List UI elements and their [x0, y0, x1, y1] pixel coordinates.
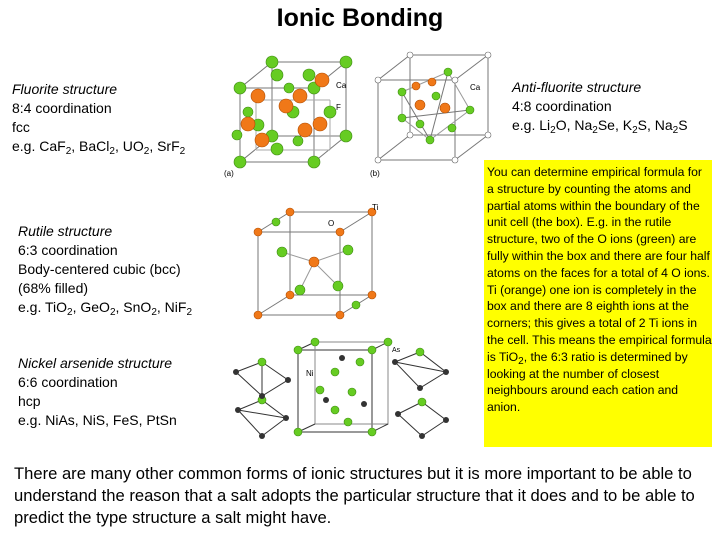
fluorite-lattice: fcc — [12, 119, 30, 135]
rutile-examples: e.g. TiO$_2$, GeO$_2$, SnO$_2$, NiF$_2$ — [18, 299, 192, 318]
antifluorite-name: Anti-fluorite structure — [512, 79, 642, 95]
rutile-unit-cell-diagram — [254, 203, 379, 319]
label-a: (a) — [224, 169, 234, 178]
antifluorite-unit-cell-diagram — [370, 52, 491, 178]
fluorite-coordination: 8:4 coordination — [12, 100, 112, 116]
nickel-arsenide-unit-cell-diagram — [233, 338, 449, 439]
rutile-coordination: 6:3 coordination — [18, 242, 118, 258]
nickel-arsenide-name: Nickel arsenide structure — [18, 355, 173, 371]
nickel-arsenide-examples: e.g. NiAs, NiS, FeS, PtSn — [18, 412, 177, 428]
label-ca-fluorite: Ca — [336, 81, 347, 90]
rutile-lattice: Body-centered cubic (bcc) — [18, 261, 181, 277]
page-title: Ionic Bonding — [276, 4, 444, 32]
label-ti: Ti — [372, 203, 379, 212]
nickel-arsenide-coordination: 6:6 coordination — [18, 374, 118, 390]
fluorite-unit-cell-diagram — [224, 56, 352, 178]
label-ca-antifluorite: Ca — [470, 83, 481, 92]
rutile-filled: (68% filled) — [18, 280, 89, 296]
fluorite-name: Fluorite structure — [12, 81, 118, 97]
antifluorite-coordination: 4:8 coordination — [512, 98, 612, 114]
summary-paragraph: There are many other common forms of ionic structures but it is more important to be able to understand the reason that a salt adopts the particular structure that it does and to be able to predict the type structure a salt might have. — [14, 464, 695, 527]
label-o: O — [328, 219, 335, 228]
label-as: As — [392, 347, 401, 354]
antifluorite-examples: e.g. $Li_2O$, $Na_2Se$, $K_2S$, $Na_2S$ — [512, 117, 688, 136]
rutile-name: Rutile structure — [18, 223, 113, 239]
label-f-fluorite: F — [336, 103, 341, 112]
label-ni: Ni — [306, 369, 314, 378]
label-b: (b) — [370, 169, 380, 178]
fluorite-examples: e.g. CaF$_2$, BaCl$_2$, $UO_2$, SrF$_2$ — [12, 138, 186, 157]
empirical-formula-note: You can determine empirical formula for a structure by counting the atoms and partial atoms within the boundary of the unit cell (the box). E.g. in the rutile structure, two of the O ions (green) are fully within the box and there are four half atoms on the faces for a total of 4 O ions. Ti (orange) one ion is completely in the box and there are 8 eighth ions at the corners; this gives a total of 2 Ti ions in the cell. This means the empirical formula is TiO$_2$, the 6:3 ratio is determined by looking at the number of closest neighbours around each cation and anion. — [484, 160, 712, 447]
nickel-arsenide-lattice: hcp — [18, 393, 41, 409]
